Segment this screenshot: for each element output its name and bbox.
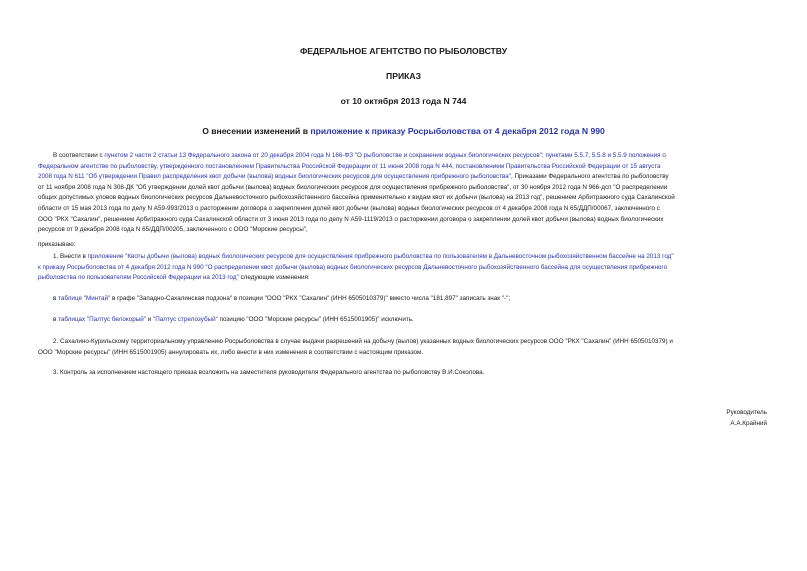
subject-link[interactable]: приложение к приказу Росрыболовства от 4 декабря 2012 года N 990: [310, 126, 605, 136]
document-date-number: от 10 октября 2013 года N 744: [340, 96, 467, 106]
order-item-3: [38, 368, 770, 379]
table-paltus-strelozuby-link[interactable]: "Палтус стрелозубый": [153, 316, 218, 323]
item-2-line: ООО "Морские ресурсы" (ИНН 6515001905) аннулировать их, либо внести в них изменения в соответствии с настоящим приказом.: [38, 348, 424, 356]
order-990-link-cont[interactable]: рыболовства по пользователям Российской Федерации на 2013 год": [38, 274, 239, 282]
preamble-text: В соответствии с: [53, 152, 105, 159]
change-2: [38, 315, 770, 326]
change-text: в: [53, 295, 59, 302]
signature-name: А.А.Крайний: [730, 420, 767, 427]
regulation-points-link[interactable]: пунктами 5.5.7, 5.5.8 и 5.5.9 положения о: [545, 152, 666, 159]
signature-title: Руководитель: [726, 409, 767, 416]
order-item-1: [38, 252, 770, 284]
document-subject: [0, 126, 807, 136]
preamble-text: , Приказами Федерального агентства по рыболовству: [511, 173, 669, 181]
order-item-2: [38, 337, 770, 358]
item-text: следующие изменения:: [238, 274, 310, 282]
document-type: ПРИКАЗ: [386, 71, 421, 81]
change-text: в графе "Западно-Сахалинская подзона" в позиции "ООО "РКХ "Сахалин" (ИНН 6505010379)" вместо числа "181,897" записать знак "-";: [110, 295, 511, 302]
preamble-line: общих допустимых уловов водных биологических ресурсов Дальневосточного рыбохозяйственного бассейна применительно к видам квот их добычи (вылова) на 2013 год", решением Арбитражного суда Сахалинской: [38, 194, 675, 202]
regulation-agency-link[interactable]: Федеральном агентстве по рыболовству, утвержденного постановлением Правительства Российской Федерации от 11 июня 2008 года N 444, постановлением Правительства Российской Федерации от 15 августа: [38, 162, 661, 170]
item-text: 1. Внести в: [53, 253, 88, 260]
subject-prefix: О внесении изменений в: [202, 126, 311, 136]
item-3-line: 3. Контроль за исполнением настоящего приказа возложить на заместителя руководителя Федерального агентства по рыболовству В.И.Соколова.: [53, 369, 485, 376]
preamble-line: области от 15 мая 2013 года по делу N А59-993/2013 о расторжении договора о закреплении долей квот добычи (вылова) водных биологических ресурсов от 4 декабря 2008 года N 65/ДДП/00067, заключенного с: [38, 204, 660, 212]
signature-block: [726, 407, 767, 429]
item-2-line: 2. Сахалино-Курильскому территориальному управлению Росрыболовства в случае выдачи разрешений на добычу (вылов) указанных водных биологических ресурсов ООО "РКХ "Сахалин" (ИНН 6505010379) и: [53, 338, 673, 345]
table-mintai-link[interactable]: таблице "Минтай": [58, 295, 111, 302]
change-text: позицию "ООО "Морские ресурсы" (ИНН 6515001905)" исключить.: [217, 316, 414, 323]
table-paltus-belokory-link[interactable]: таблицах "Палтус белокорый": [58, 316, 146, 323]
change-text: и: [146, 316, 154, 323]
preamble-paragraph: [38, 151, 770, 236]
preamble-line: от 11 ноября 2008 года N 308-ДК "Об утверждении долей квот добычи (вылова) водных биологических ресурсов для осуществления прибрежного рыболовства", от 30 ноября 2012 года N 966-дсп "О распределении: [38, 183, 668, 191]
preamble-line: ООО "РКХ "Сахалин", решением Арбитражного суда Сахалинской области от 3 июня 2013 года по делу N А59-1119/2013 о расторжении договора о закреплении долей квот добычи (вылова) водных биологических: [38, 215, 664, 223]
change-1: [38, 294, 770, 305]
agency-title: ФЕДЕРАЛЬНОЕ АГЕНТСТВО ПО РЫБОЛОВСТВУ: [299, 46, 508, 56]
change-text: в: [53, 316, 59, 323]
order-990-link[interactable]: к приказу Росрыболовства от 4 декабря 2012 года N 990 "О распределении квот добычи (вылова) водных биологических ресурсов Дальневосточного рыбохозяйственного бассейна для осуществления прибрежного: [38, 263, 668, 271]
resolution-611-link[interactable]: 2008 года N 611 "Об утверждении Правил распределения квот добычи (вылова) водных биологических ресурсов для осуществления прибрежного рыболовства": [38, 173, 512, 181]
preamble-text: ;: [541, 152, 546, 159]
law-166fz-link[interactable]: пунктом 2 части 2 статьи 13 Федерального закона от 20 декабря 2004 года N 166-ФЗ "О рыболовстве и сохранении водных биологических ресурсов": [104, 152, 542, 159]
order-word: приказываю:: [38, 241, 76, 248]
appendix-quotas-link[interactable]: приложение "Квоты добычи (вылова) водных биологических ресурсов для осуществления прибрежного рыболовства по пользователям в Дальневосточном рыбохозяйственном бассейне на 2013 год": [87, 253, 674, 260]
preamble-line: ресурсов от 9 декабря 2008 года N 65/ДДП/00205, заключенного с ООО "Морские ресурсы",: [38, 226, 308, 234]
